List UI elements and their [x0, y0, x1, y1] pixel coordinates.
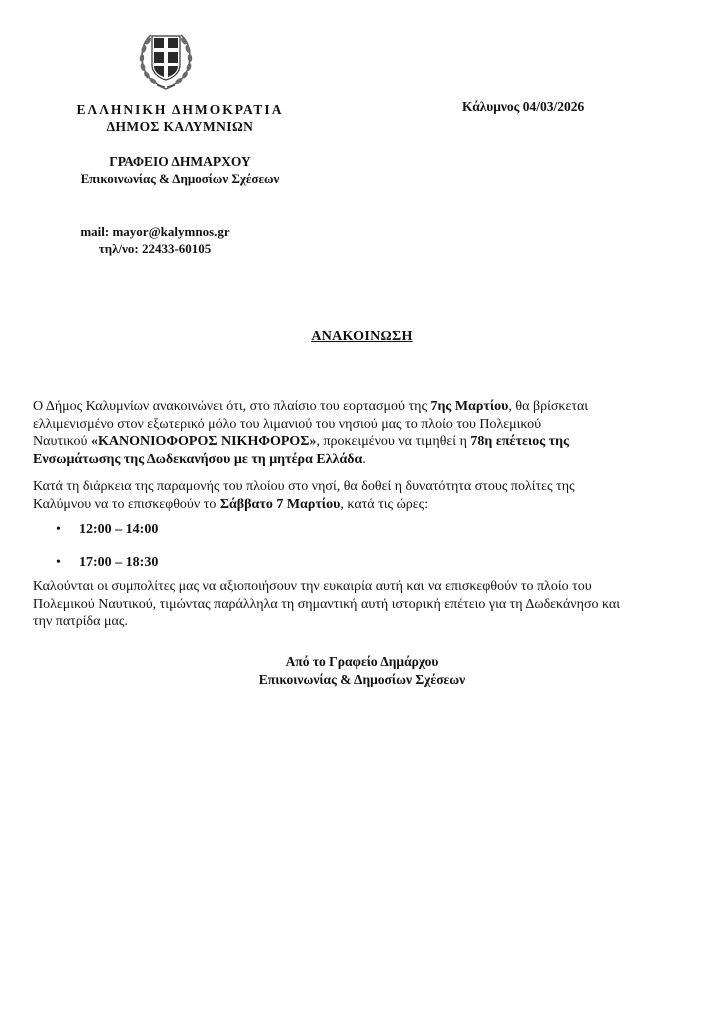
paragraph-announcement [33, 398, 703, 468]
paragraph-line: ελλιμενισμένο στον εξωτερικό μόλο του λιμανιού του νησιού μας το πλοίο του Πολεμικού [33, 416, 542, 432]
signature-line: Από το Γραφείο Δημάρχου [285, 654, 439, 669]
paragraph-line: την πατρίδα μας. [33, 614, 128, 630]
text-run: Καλύμνου να το επισκεφθούν το [33, 496, 220, 512]
signature-line: Επικοινωνίας & Δημοσίων Σχέσεων [258, 672, 466, 687]
text-run: . [362, 451, 366, 467]
schedule-time: 12:00 – 14:00 [79, 522, 159, 537]
office-name: ΓΡΑΦΕΙΟ ΔΗΜΑΡΧΟΥ [109, 154, 251, 169]
signature-block [0, 653, 724, 689]
paragraph-line [33, 451, 703, 469]
document-title: ΑΝΑΚΟΙΝΩΣΗ [311, 329, 413, 344]
greek-coat-of-arms-icon [137, 29, 195, 91]
anniversary-highlight: 78η επέτειος της [470, 434, 569, 450]
paragraph-invitation [33, 578, 703, 631]
text-run: , θα βρίσκεται [508, 399, 589, 414]
anniversary-highlight: Ενσωμάτωσης της Δωδεκανήσου με τη μητέρα Ελλάδα [33, 451, 363, 467]
text-run: , κατά τις ώρες: [340, 496, 429, 512]
paragraph-line: Πολεμικού Ναυτικού, τιμώντας παράλληλα τη σημαντική αυτή ιστορική επέτειο για τη Δωδεκάνησο και [33, 596, 621, 612]
date-highlight: 7ης Μαρτίου [430, 399, 509, 414]
bullet-icon: • [56, 522, 61, 537]
document-date: Κάλυμνος 04/03/2026 [462, 99, 585, 114]
schedule-time: 17:00 – 18:30 [79, 555, 159, 570]
contact-email: mail: mayor@kalymnos.gr [80, 224, 230, 239]
visit-date: Σάββατο 7 Μαρτίου [219, 496, 341, 512]
paragraph-line [33, 398, 703, 416]
office-block [60, 153, 300, 187]
office-subtitle: Επικοινωνίας & Δημοσίων Σχέσεων [80, 171, 280, 186]
issuer-block [60, 101, 300, 135]
ship-name: «ΚΑΝΟΝΙΟΦΟΡΟΣ ΝΙΚΗΦΟΡΟΣ» [90, 434, 317, 450]
municipality-name: ΔΗΜΟΣ ΚΑΛΥΜΝΙΩΝ [106, 119, 254, 134]
paragraph-line [33, 433, 703, 451]
text-run: , προκειμένου να τιμηθεί η [316, 434, 471, 450]
contact-block [50, 223, 260, 257]
text-run: Ο Δήμος Καλυμνίων ανακοινώνει ότι, στο πλαίσιο του εορτασμού της [33, 399, 431, 414]
paragraph-visit [33, 478, 703, 513]
paragraph-line: Κατά τη διάρκεια της παραμονής του πλοίου στο νησί, θα δοθεί η δυνατότητα στους πολίτες της [33, 479, 575, 494]
bullet-icon: • [56, 555, 61, 570]
text-run: Ναυτικού [33, 434, 91, 450]
contact-phone: τηλ/νο: 22433-60105 [98, 241, 212, 256]
paragraph-line [33, 496, 703, 514]
paragraph-line: Καλούνται οι συμπολίτες μας να αξιοποιήσουν την ευκαιρία αυτή και να επισκεφθούν το πλοίο του [33, 579, 592, 594]
country-name: ΕΛΛΗΝΙΚΗ ΔΗΜΟΚΡΑΤΙΑ [76, 102, 284, 117]
